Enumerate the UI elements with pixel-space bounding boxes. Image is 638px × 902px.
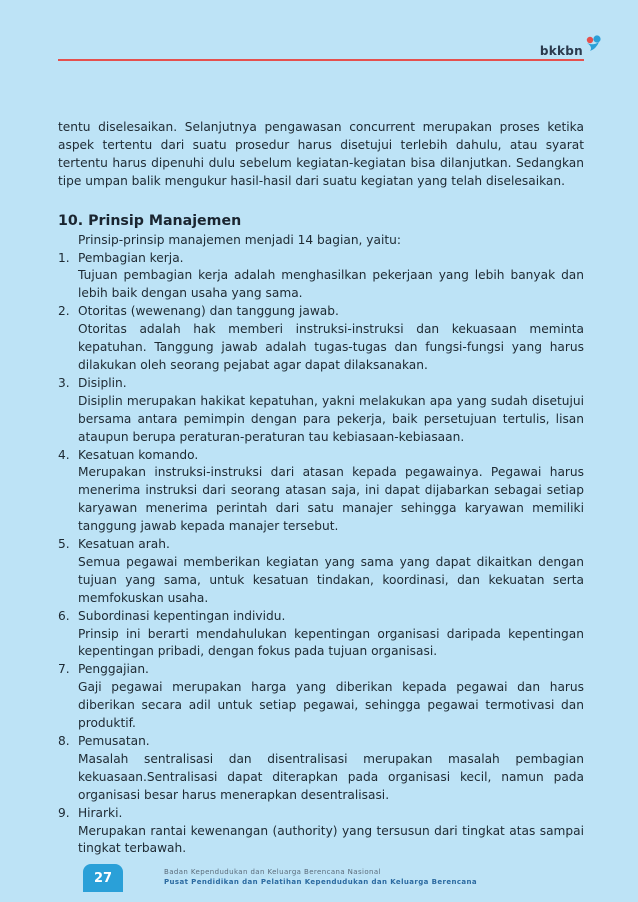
logo-text: bkkbn [539, 44, 583, 58]
list-item-title: Subordinasi kepentingan individu. [78, 608, 286, 623]
list-item-title: Kesatuan komando. [78, 447, 199, 462]
header-rule [58, 59, 584, 61]
logo-heart-icon [584, 34, 604, 54]
list-item-title: Disiplin. [78, 375, 127, 390]
footer-line-2: Pusat Pendidikan dan Pelatihan Kependudukan dan Keluarga Berencana [164, 878, 478, 886]
footer-institution [164, 867, 477, 887]
list-item-text: Disiplin merupakan hakikat kepatuhan, yakni melakukan apa yang sudah disetujui bersama antara pemimpin dengan para pekerja, baik persetujuan tertulis, lisan ataupun berupa peraturan-peraturan tau kebiasaan-kebiasaan. [78, 393, 584, 444]
list-item-text: Masalah sentralisasi dan disentralisasi merupakan masalah pembagian kekuasaan.Sentralisasi dapat diterapkan pada organisasi kecil, namun pada organisasi besar harus menerapkan desentralisasi. [78, 751, 584, 802]
list-item-content [78, 661, 584, 733]
list-item-title: Pembagian kerja. [78, 250, 184, 265]
list-item-number: 9. [58, 805, 70, 820]
list-item-text: Prinsip ini berarti mendahulukan kepentingan organisasi daripada kepentingan kepentingan pribadi, dengan fokus pada tujuan organisasi. [78, 626, 584, 659]
list-item-content [78, 733, 584, 805]
list-item-content [78, 608, 584, 662]
list-item-number: 3. [58, 375, 70, 390]
list-item-title: Hirarki. [78, 805, 123, 820]
list-item-text: Tujuan pembagian kerja adalah menghasilkan pekerjaan yang lebih banyak dan lebih baik dengan usaha yang sama. [78, 268, 584, 301]
list-item-text: Gaji pegawai merupakan harga yang diberikan kepada pegawai dan harus diberikan secara adil untuk setiap pegawai, sehingga pegawai termotivasi dan produktif. [78, 680, 584, 731]
list-item-number: 8. [58, 734, 70, 748]
list-item [58, 375, 584, 447]
list-item-content [78, 447, 584, 537]
list-item [58, 447, 584, 537]
list-item-content [78, 805, 584, 859]
list-item-number: 6. [58, 608, 70, 623]
list-item [58, 661, 584, 733]
list-item-number: 7. [58, 662, 70, 677]
list-item [58, 303, 584, 375]
list-item-title: Pemusatan. [78, 734, 150, 748]
list-item-text: Semua pegawai memberikan kegiatan yang sama yang dapat dikaitkan dengan tujuan yang sama, untuk kesatuan tindakan, koordinasi, dan kekuatan serta memfokuskan usaha. [78, 554, 584, 605]
page-content [58, 119, 584, 858]
list-item-text: Otoritas adalah hak memberi instruksi-instruksi dan kekuasaan meminta kepatuhan. Tanggung jawab adalah tugas-tugas dan fungsi-fungsi yang harus dilakukan oleh seorang pejabat agar dapat dilaksanakan. [78, 322, 584, 372]
list-item-content [78, 250, 584, 304]
list-item-number: 5. [58, 537, 70, 552]
list-item-title: Otoritas (wewenang) dan tanggung jawab. [78, 304, 339, 319]
list-item-text: Merupakan instruksi-instruksi dari atasan kepada pegawainya. Pegawai harus menerima instruksi dari seorang atasan saja, ini dapat dijabarkan sebagai setiap karyawan menerima perintah dari satu manajer sehingga karyawan memiliki tanggung jawab kepada manajer tersebut. [78, 465, 584, 534]
list-item [58, 733, 584, 805]
page-number: 27 [83, 864, 123, 892]
section-heading: 10. Prinsip Manajemen [58, 212, 242, 229]
list-item-number: 4. [58, 447, 70, 462]
bkkbn-logo [540, 34, 604, 58]
section-intro: Prinsip-prinsip manajemen menjadi 14 bagian, yaitu: [78, 232, 401, 247]
list-item-number: 1. [58, 250, 70, 265]
list-item-title: Kesatuan arah. [78, 537, 170, 552]
list-item-title: Penggajian. [78, 662, 149, 677]
list-item-content [78, 536, 584, 608]
list-item [58, 250, 584, 304]
list-item-content [78, 303, 584, 375]
principles-list [58, 250, 584, 859]
list-item-number: 2. [58, 304, 70, 319]
list-item [58, 536, 584, 608]
footer-line-1: Badan Kependudukan dan Keluarga Berencana Nasional [164, 868, 381, 876]
list-item [58, 805, 584, 859]
list-item-content [78, 375, 584, 447]
intro-paragraph: tentu diselesaikan. Selanjutnya pengawasan concurrent merupakan proses ketika aspek tertentu dari suatu prosedur harus disetujui terlebih dahulu, atau syarat tertentu harus dipenuhi dulu sebelum kegiatan-kegiatan bisa dilanjutkan. Sedangkan tipe umpan balik mengukur hasil-hasil dari suatu kegiatan yang telah diselesaikan. [58, 120, 584, 188]
list-item [58, 608, 584, 662]
list-item-text: Merupakan rantai kewenangan (authority) yang tersusun dari tingkat atas sampai tingkat terbawah. [78, 823, 584, 856]
